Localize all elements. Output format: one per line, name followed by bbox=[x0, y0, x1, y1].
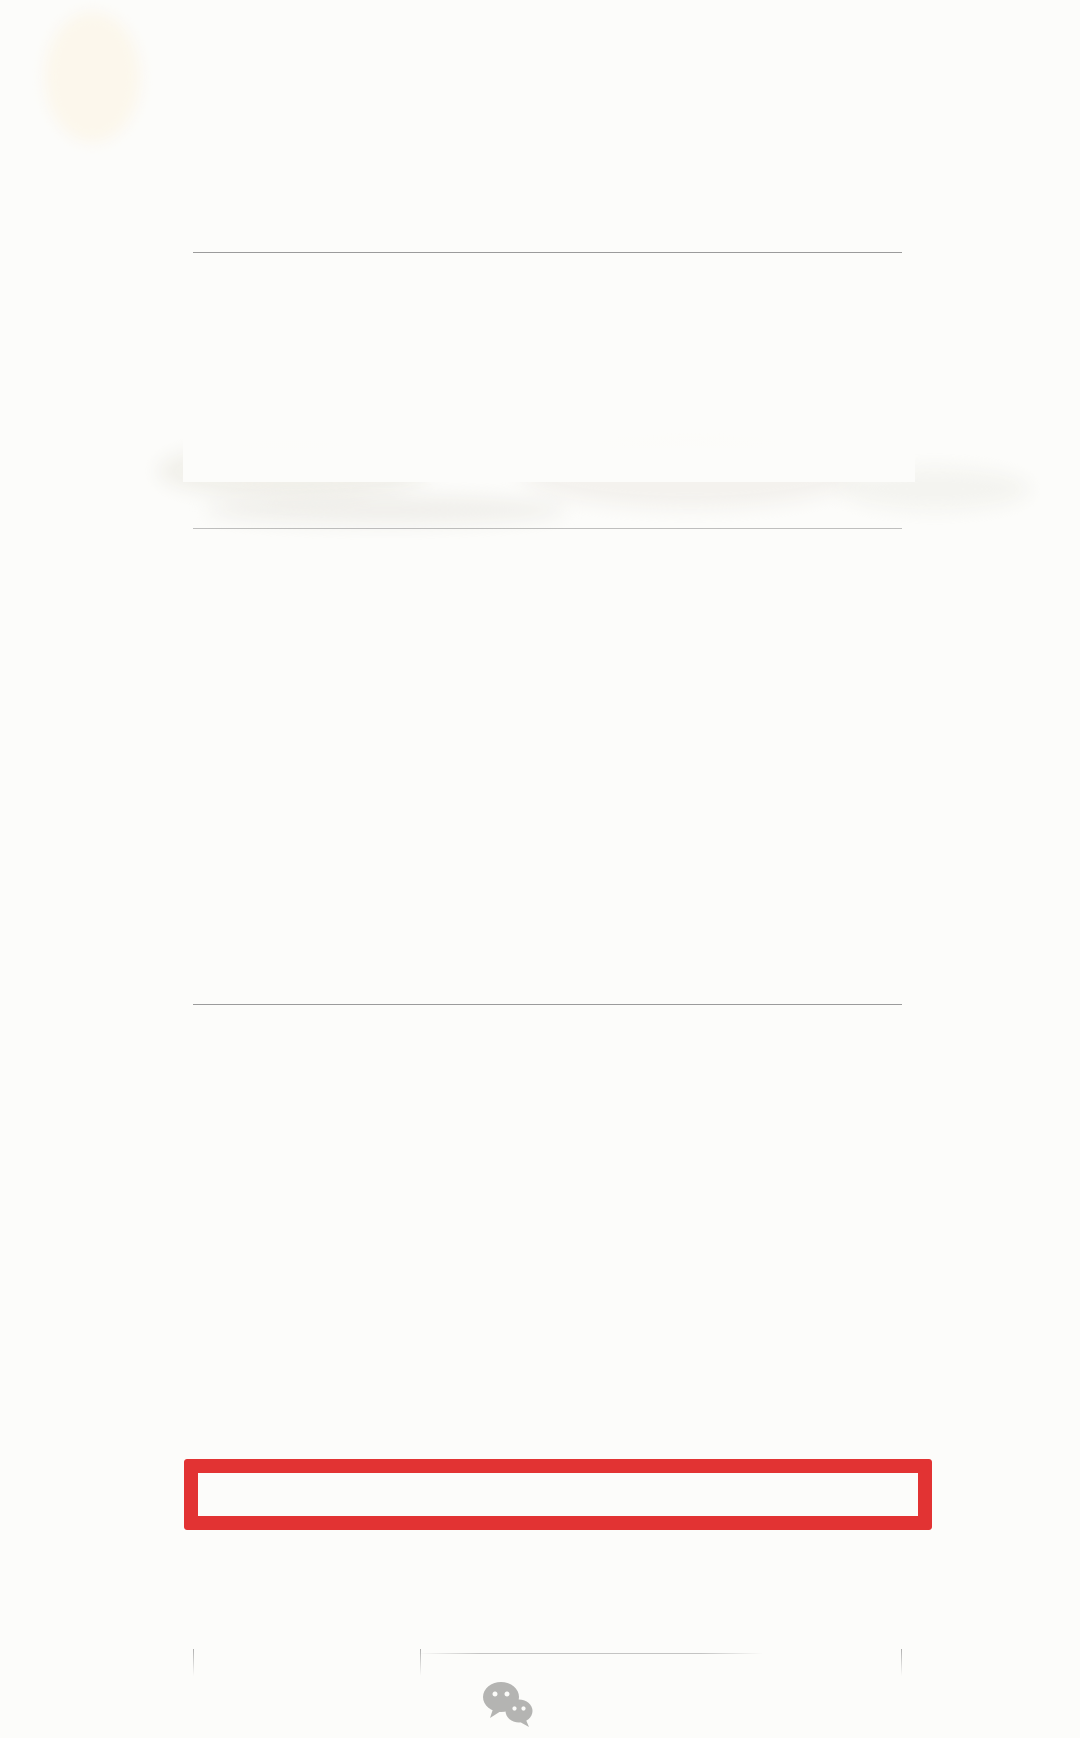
table-chengdu bbox=[193, 252, 902, 253]
watermark bbox=[482, 1678, 545, 1730]
table-fade-out bbox=[183, 378, 915, 482]
partial-row-line bbox=[193, 1649, 194, 1676]
photo-smudge bbox=[206, 496, 566, 524]
highlight-box-row-164 bbox=[184, 1459, 932, 1530]
corner-smudge bbox=[45, 12, 140, 142]
partial-row-line bbox=[418, 1653, 763, 1654]
wechat-icon bbox=[482, 1681, 534, 1727]
partial-row-line bbox=[901, 1649, 902, 1676]
table-bazhong-part2 bbox=[193, 1004, 902, 1005]
table-bazhong-part1 bbox=[193, 528, 902, 529]
